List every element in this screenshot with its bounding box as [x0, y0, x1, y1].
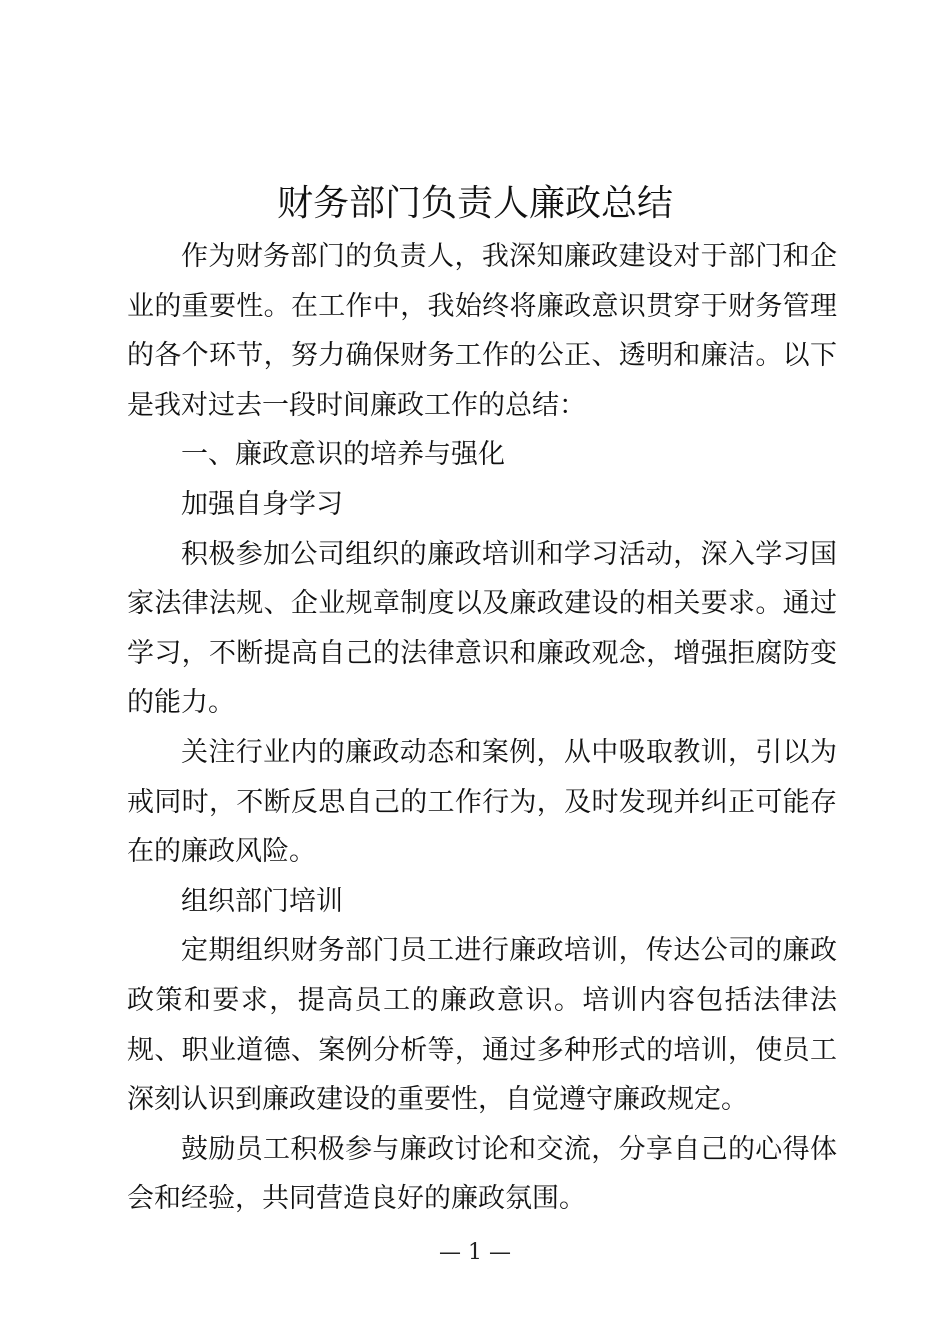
document-body [127, 232, 837, 1224]
paragraph-encourage-discussion: 鼓励员工积极参与廉政讨论和交流，分享自己的心得体会和经验，共同营造良好的廉政氛围。 [127, 1133, 837, 1215]
paragraph-industry-cases: 关注行业内的廉政动态和案例，从中吸取教训，引以为戒同时，不断反思自己的工作行为，及时发现并纠正可能存在的廉政风险。 [127, 736, 837, 868]
section-heading-1: 一、廉政意识的培养与强化 [181, 439, 505, 471]
subheading-self-study: 加强自身学习 [181, 488, 343, 520]
paragraph-training-participation: 积极参加公司组织的廉政培训和学习活动，深入学习国家法律法规、企业规章制度以及廉政建设的相关要求。通过学习，不断提高自己的法律意识和廉政观念，增强拒腐防变的能力。 [127, 538, 837, 719]
document-title: 财务部门负责人廉政总结 [276, 183, 673, 224]
paragraph-regular-training: 定期组织财务部门员工进行廉政培训，传达公司的廉政政策和要求，提高员工的廉政意识。培训内容包括法律法规、职业道德、案例分析等，通过多种形式的培训，使员工深刻认识到廉政建设的重要性，自觉遵守廉政规定。 [127, 935, 837, 1116]
page-number: — 1 — [439, 1240, 511, 1265]
paragraph-intro: 作为财务部门的负责人，我深知廉政建设对于部门和企业的重要性。在工作中，我始终将廉政意识贯穿于财务管理的各个环节，努力确保财务工作的公正、透明和廉洁。以下是我对过去一段时间廉政工作的总结： [127, 241, 837, 421]
subheading-department-training: 组织部门培训 [181, 885, 343, 917]
